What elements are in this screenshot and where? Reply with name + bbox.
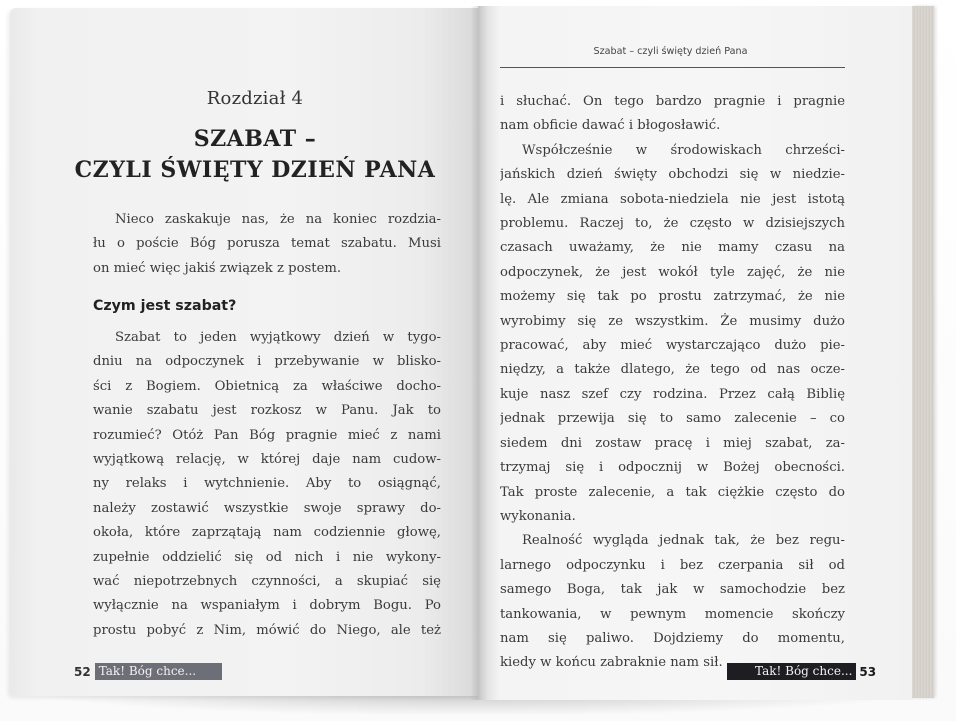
chapter-title-line: SZABAT – <box>193 126 317 152</box>
section-heading: Czym jest szabat? <box>93 298 237 314</box>
footer-book-title: Tak! Bóg chce... <box>95 663 222 680</box>
page-number: 53 <box>859 664 877 679</box>
text-line: wyłącznie na wspaniałym i dobrym Bogu. Po <box>93 598 441 614</box>
text-line: nam się paliwo. Dojdziemy do momentu, <box>500 630 845 646</box>
running-head: Szabat – czyli święty dzień Pana <box>593 46 748 57</box>
text-line: prostu pobyć z Nim, mówić do Niego, ale też <box>93 622 441 638</box>
page-number: 52 <box>74 664 91 679</box>
text-line: Współcześnie w środowiskach chrześci- <box>522 142 845 158</box>
page-edges <box>912 6 934 698</box>
text-line: czasach uważamy, że nie mamy czasu na <box>500 240 845 256</box>
text-line: wyrobimy się ze wszystkim. Że musimy dużo <box>500 313 845 329</box>
text-line: on mieć więc jakiś związek z postem. <box>93 260 342 276</box>
text-line: Nieco zaskakuje nas, że na koniec rozdzia- <box>115 212 441 227</box>
text-line: odpoczynek, że jest wokół tyle zajęć, że nie <box>500 264 845 280</box>
text-line: jednak przewija się to samo zalecenie – co <box>500 411 845 427</box>
chapter-title-line: CZYLI ŚWIĘTY DZIEŃ PANA <box>74 157 436 183</box>
text-line: okoła, które zaprzątają nam codziennie głowę, <box>93 525 441 541</box>
text-line: i słuchać. On tego bardzo pragnie i pragnie <box>500 94 845 109</box>
text-line: dniu na odpoczynek i przebywanie w blisko- <box>93 354 441 370</box>
text-line: wykonania. <box>500 508 576 524</box>
text-line: ści z Bogiem. Obietnicą za właściwe docho- <box>93 378 441 394</box>
text-line: zupełnie oddzielić się od nich i nie wykony- <box>93 549 441 565</box>
text-line: problemu. Raczej to, że często w dzisiejszych <box>500 216 845 232</box>
text-line: Szabat to jeden wyjątkowy dzień w tygo- <box>115 330 441 345</box>
text-line: nam obficie dawać i błogosławić. <box>500 118 721 134</box>
right-page-text <box>500 90 845 676</box>
text-line: należy zostawić wszystkie swoje sprawy do- <box>93 500 441 516</box>
text-line: rozumieć? Otóż Pan Bóg pragnie mieć z nami <box>93 427 441 443</box>
text-line: niędzy, a także dlatego, że tego od nas ocze- <box>500 362 845 378</box>
text-line: Tak proste zalecenie, a tak ciężkie często do <box>500 484 845 500</box>
text-line: siedem dni zostaw pracę i miej szabat, za- <box>500 435 845 451</box>
book-gutter <box>470 6 488 700</box>
text-line: larnego odpoczynku i bez czerpania sił od <box>500 557 845 573</box>
text-line: wanie szabatu jest rozkosz w Panu. Jak to <box>93 403 441 419</box>
text-line: lę. Ale zmiana sobota-niedziela nie jest istotą <box>500 191 845 207</box>
chapter-title <box>60 124 450 186</box>
text-line: pracować, aby mieć wystarczająco dużo pie- <box>500 338 845 354</box>
text-line: tankowania, w pewnym momencie skończy <box>500 606 845 622</box>
footer-book-title: Tak! Bóg chce... <box>727 663 856 680</box>
text-line: wać niepotrzebnych czynności, a skupiać się <box>93 574 441 590</box>
text-line: łu o poście Bóg porusza temat szabatu. Musi <box>93 236 441 252</box>
text-line: możemy się tak po prostu zatrzymać, że nie <box>500 289 845 305</box>
running-head-rule <box>500 67 845 68</box>
right-page-footer <box>727 663 876 680</box>
text-line: trzymaj się i odpocznij w Bożej obecności. <box>500 460 845 476</box>
text-line: wyjątkową relację, w której daje nam cudow- <box>93 452 441 468</box>
chapter-label: Rozdział 4 <box>206 88 304 109</box>
text-line: Realność wygląda jednak tak, że bez regu- <box>522 533 845 549</box>
text-line: ny relaks i wytchnienie. Aby to osiągnąć, <box>93 476 441 492</box>
text-line: samego Boga, tak jak w samochodzie bez <box>500 582 845 598</box>
intro-paragraph <box>93 208 441 281</box>
left-page-footer <box>74 663 222 680</box>
text-line: kuje nasz szef czy rodzina. Przez całą Biblię <box>500 386 845 402</box>
section-paragraph <box>93 326 441 643</box>
text-line: jańskich dzień święty obchodzi się w niedzie- <box>500 167 845 183</box>
text-line: kiedy w końcu zabraknie nam sił. <box>500 655 723 671</box>
